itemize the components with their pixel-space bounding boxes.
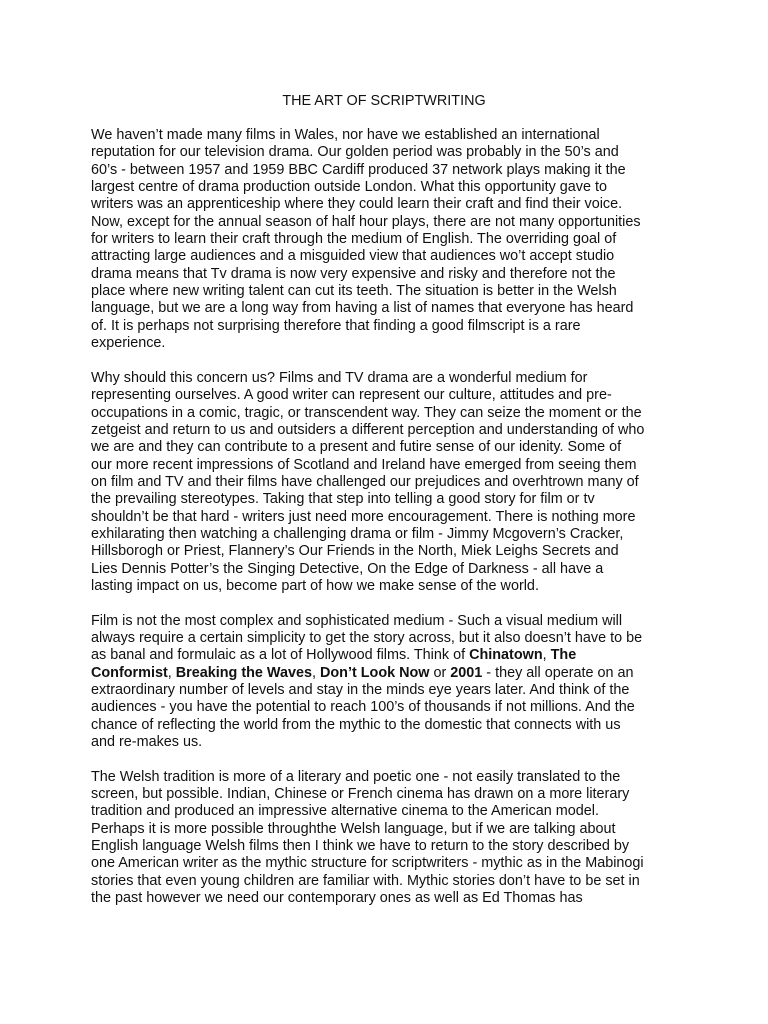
text-line: [91, 439, 691, 456]
text-run: language, but we are a long way from having a list of names that everyone has heard: [91, 300, 634, 317]
text-line: [91, 422, 691, 439]
document-body: [91, 127, 691, 907]
text-line: [91, 855, 691, 872]
bold-film-title: Chinatown: [469, 647, 543, 664]
text-line: [91, 474, 691, 491]
text-line: [91, 803, 691, 820]
text-line: [91, 248, 691, 265]
text-run: stories that even young children are familiar with. Mythic stories don’t have to be set in: [91, 872, 640, 889]
paragraph: [91, 769, 691, 908]
text-run: attracting large audiences and a misguided view that audiences wo’t accept studio: [91, 248, 615, 265]
text-run: experience.: [91, 335, 166, 352]
text-run: The Welsh tradition is more of a literary and poetic one - not easily translated to the: [91, 768, 621, 785]
text-run: ,: [167, 664, 176, 681]
text-line: [91, 734, 691, 751]
text-line: [91, 491, 691, 508]
text-run: Film is not the most complex and sophisticated medium - Such a visual medium will: [91, 612, 623, 629]
text-line: [91, 543, 691, 560]
text-run: ,: [542, 647, 551, 664]
text-line: [91, 405, 691, 422]
bold-film-title: The: [550, 647, 577, 664]
text-run: We haven’t made many films in Wales, nor have we established an international: [91, 127, 600, 143]
text-line: [91, 335, 691, 352]
bold-film-title: Breaking the Waves: [175, 664, 312, 681]
text-line: [91, 387, 691, 404]
text-line: [91, 179, 691, 196]
text-run: audiences - you have the potential to reach 100’s of thousands if not millions. And the: [91, 699, 635, 716]
text-run: of. It is perhaps not surprising therefore that finding a good filmscript is a rare: [91, 317, 581, 334]
text-line: [91, 318, 691, 335]
text-line: [91, 162, 691, 179]
bold-film-title: Don’t Look Now: [319, 664, 430, 681]
paragraph: [91, 613, 691, 752]
text-run: occupations in a comic, tragic, or transcendent way. They can seize the moment or the: [91, 404, 642, 421]
text-run: place where new writing talent can cut its teeth. The situation is better in the Welsh: [91, 283, 617, 300]
text-line: [91, 665, 691, 682]
text-run: - they all operate on an: [482, 664, 634, 681]
text-run: chance of reflecting the world from the mythic to the domestic that connects with us: [91, 716, 621, 733]
text-line: [91, 613, 691, 630]
text-line: [91, 890, 691, 907]
paragraph: [91, 127, 691, 352]
text-run: we are and they can contribute to a present and futire sense of our idenity. Some of: [91, 439, 622, 456]
text-line: [91, 873, 691, 890]
text-run: always require a certain simplicity to get the story across, but it also doesn’t have to be: [91, 629, 643, 646]
text-run: lasting impact on us, become part of how we make sense of the world.: [91, 577, 539, 594]
text-run: or: [429, 664, 451, 681]
text-run: extraordinary number of levels and stay in the minds eye years later. And think of the: [91, 682, 630, 698]
paragraph: [91, 370, 691, 595]
text-line: [91, 144, 691, 161]
text-line: [91, 630, 691, 647]
text-line: [91, 526, 691, 543]
text-run: tradition and produced an impressive alternative cinema to the American model.: [91, 803, 599, 820]
text-run: and re-makes us.: [91, 734, 203, 751]
text-run: ,: [311, 664, 320, 681]
text-line: [91, 561, 691, 578]
text-line: [91, 283, 691, 300]
text-line: [91, 231, 691, 248]
text-line: [91, 457, 691, 474]
text-run: for writers to learn their craft through the medium of English. The overriding goal of: [91, 231, 617, 248]
text-line: [91, 786, 691, 803]
text-line: [91, 509, 691, 526]
text-run: one American writer as the mythic structure for scriptwriters - mythic as in the Mabinogi: [91, 855, 644, 872]
text-line: [91, 300, 691, 317]
text-run: on film and TV and their films have challenged our prejudices and overhtrown many of: [91, 473, 639, 490]
text-line: [91, 370, 691, 387]
text-run: shouldn’t be that hard - writers just need more encouragement. There is nothing more: [91, 508, 636, 525]
text-run: zetgeist and return to us and outsiders a different perception and understanding of who: [91, 421, 645, 438]
text-line: [91, 717, 691, 734]
text-line: [91, 647, 691, 664]
text-run: 60’s - between 1957 and 1959 BBC Cardiff produced 37 network plays making it the: [91, 161, 626, 178]
text-run: drama means that Tv drama is now very expensive and risky and therefore not the: [91, 265, 616, 282]
text-line: [91, 821, 691, 838]
text-run: English language Welsh films then I think we have to return to the story described by: [91, 838, 630, 855]
text-line: [91, 214, 691, 231]
text-run: screen, but possible. Indian, Chinese or French cinema has drawn on a more literary: [91, 786, 630, 803]
text-run: writers was an apprenticeship where they could learn their craft and find their voice.: [91, 196, 623, 213]
text-run: the past however we need our contemporary ones as well as Ed Thomas has: [91, 890, 583, 907]
text-run: as banal and formulaic as a lot of Hollywood films. Think of: [91, 647, 470, 664]
text-line: [91, 578, 691, 595]
text-run: Perhaps it is more possible throughthe Welsh language, but if we are talking about: [91, 820, 616, 837]
text-run: representing ourselves. A good writer can represent our culture, attitudes and pre-: [91, 387, 612, 404]
text-line: [91, 127, 691, 144]
bold-film-title: 2001: [450, 664, 483, 681]
text-line: [91, 699, 691, 716]
text-run: largest centre of drama production outside London. What this opportunity gave to: [91, 179, 607, 196]
text-run: our more recent impressions of Scotland and Ireland have emerged from seeing them: [91, 456, 637, 473]
text-run: the prevailing stereotypes. Taking that step into telling a good story for film or tv: [91, 491, 595, 508]
text-run: Hillsborogh or Priest, Flannery’s Our Friends in the North, Miek Leighs Secrets and: [91, 543, 619, 560]
text-run: Lies Dennis Potter’s the Singing Detective, On the Edge of Darkness - all have a: [91, 560, 604, 577]
text-run: reputation for our television drama. Our golden period was probably in the 50’s and: [91, 144, 619, 161]
text-line: [91, 266, 691, 283]
bold-film-title: Conformist: [91, 664, 168, 681]
text-run: Why should this concern us? Films and TV drama are a wonderful medium for: [91, 369, 588, 386]
text-line: [91, 682, 691, 699]
page-title: THE ART OF SCRIPTWRITING: [282, 93, 486, 109]
text-line: [91, 838, 691, 855]
text-run: exhilarating then watching a challenging drama or film - Jimmy Mcgovern’s Cracker,: [91, 525, 624, 542]
text-line: [91, 769, 691, 786]
text-line: [91, 196, 691, 213]
text-run: Now, except for the annual season of half hour plays, there are not many opportunities: [91, 213, 641, 230]
